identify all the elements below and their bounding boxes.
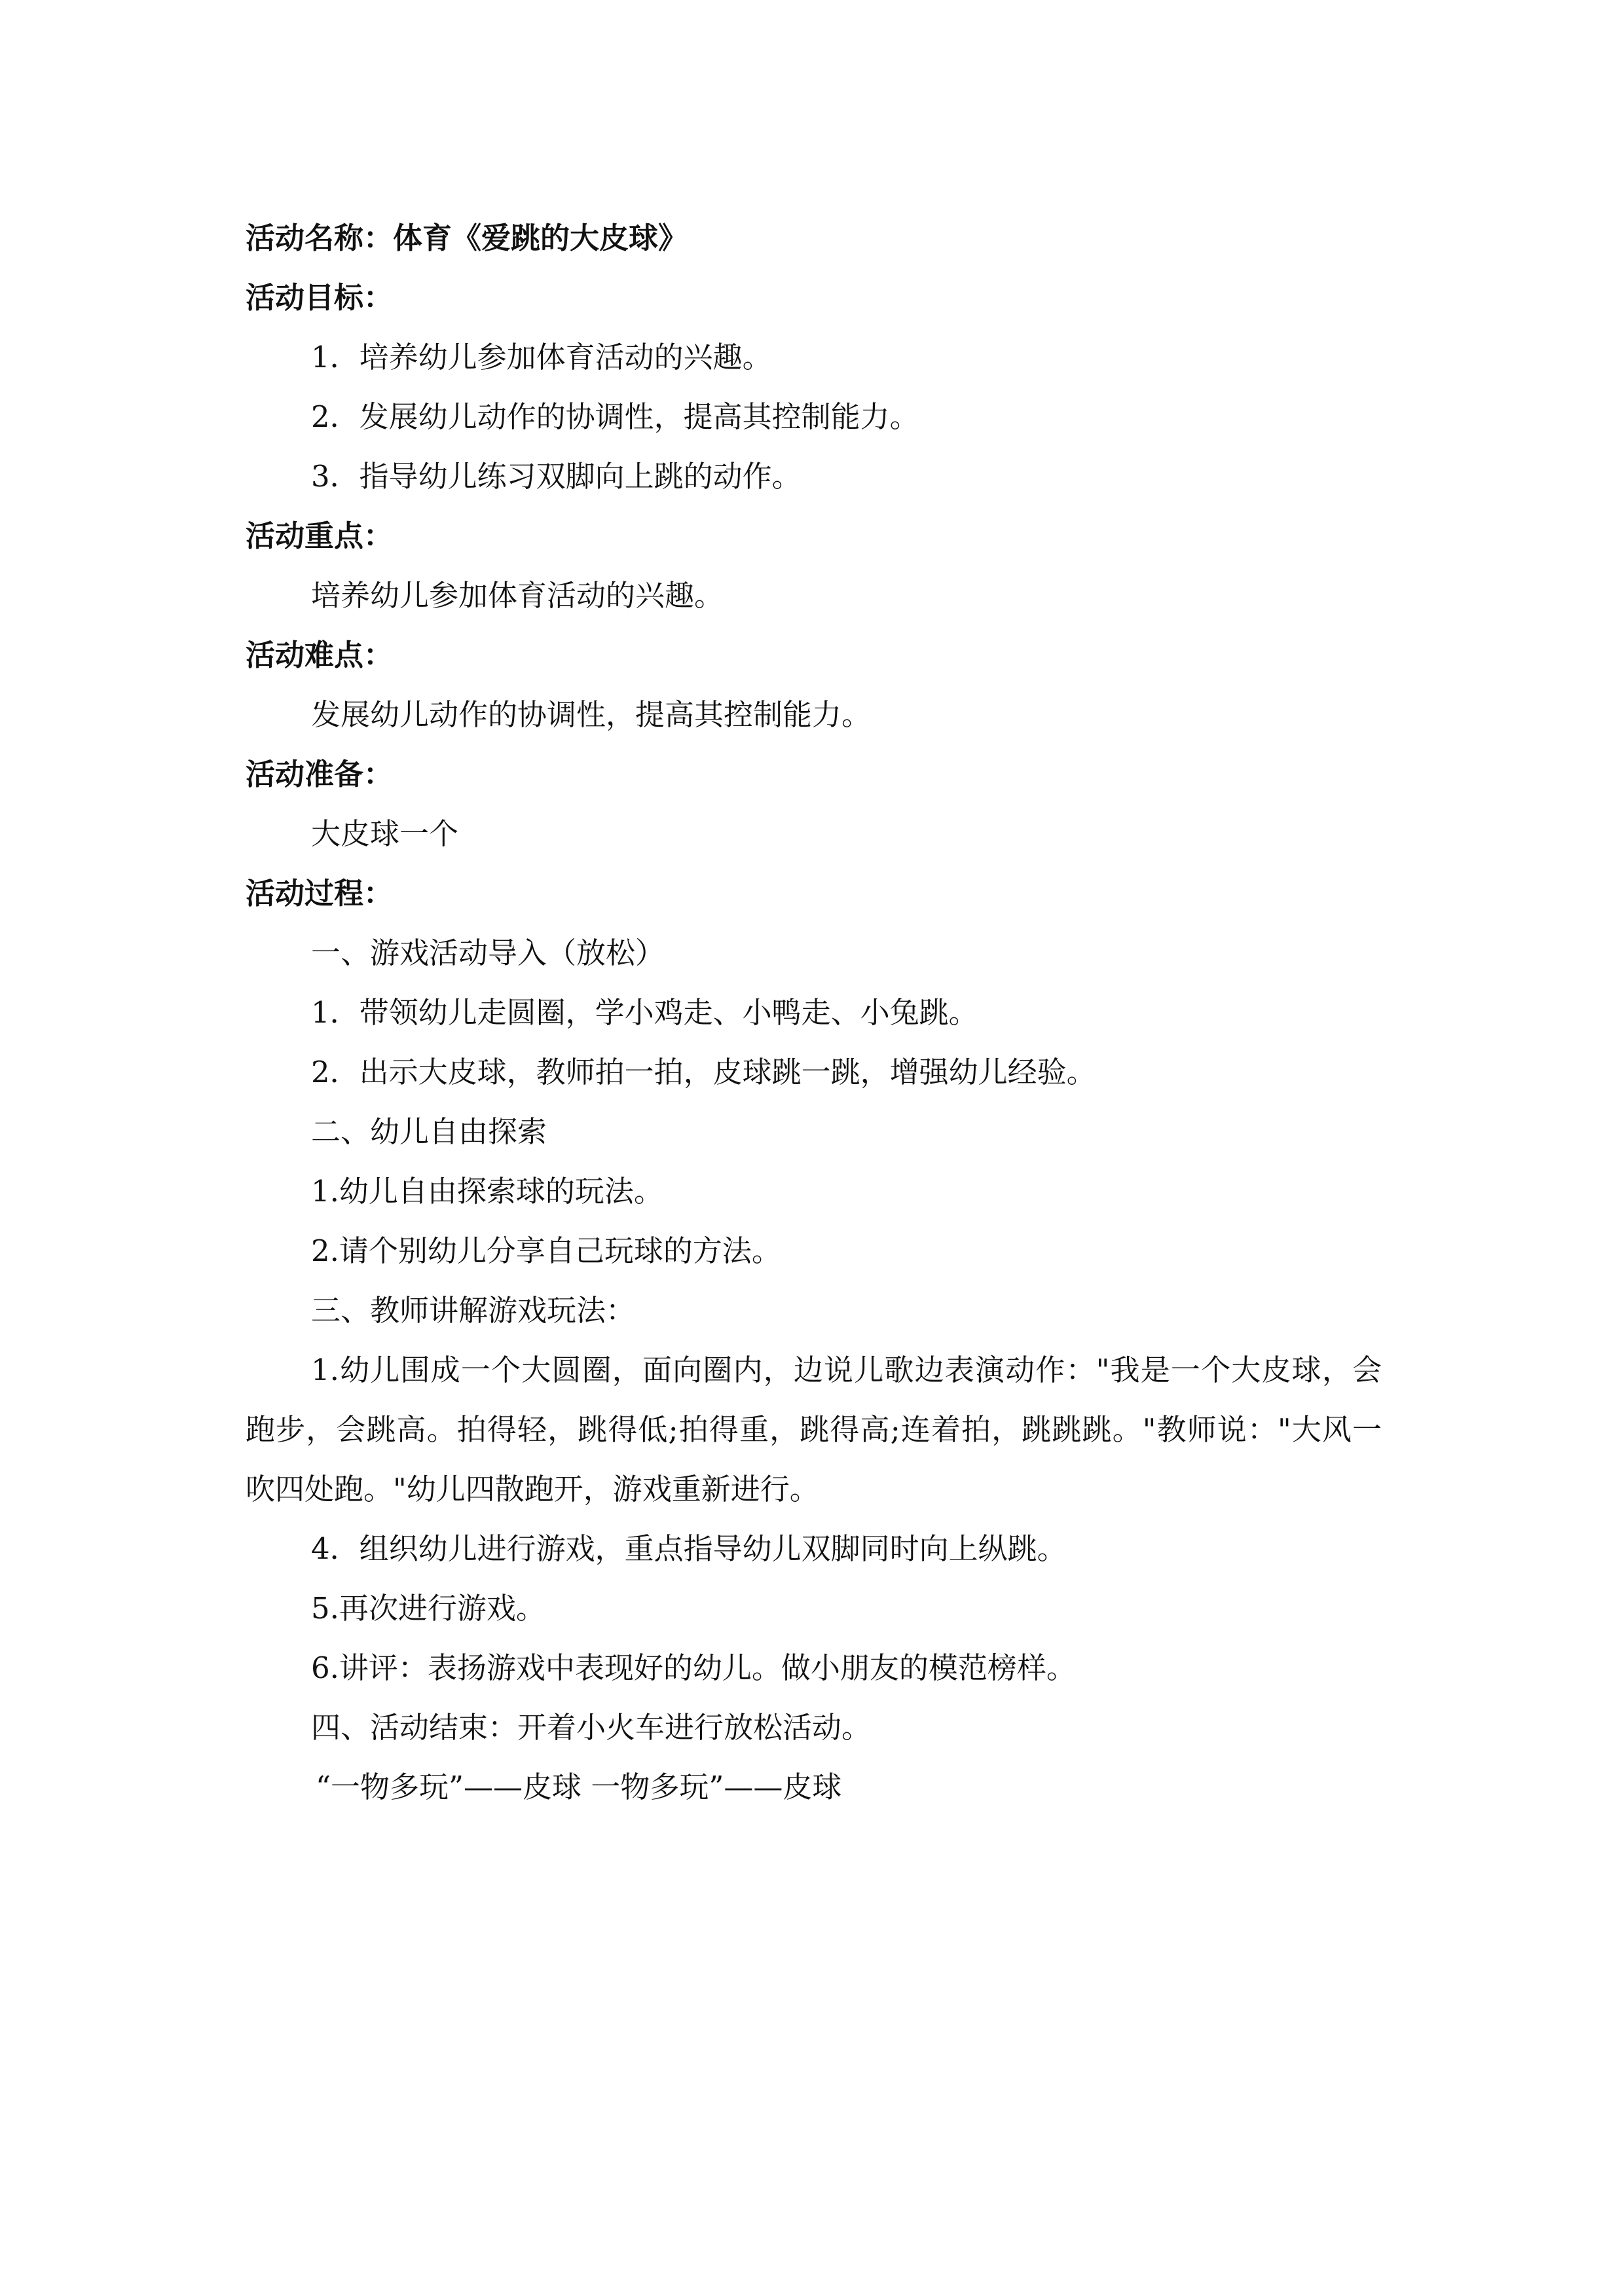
game-rules-paragraph: 1.幼儿围成一个大圆圈，面向圈内，边说儿歌边表演动作："我是一个大皮球，会跑步，会跳高。拍得轻，跳得低;拍得重，跳得高;连着拍，跳跳跳。"教师说："大风一吹四处跑。"幼儿四散跑开，游戏重新进行。: [246, 1353, 1382, 1506]
process-heading: 活动过程：: [246, 876, 394, 911]
difficulty-text: 发展幼儿动作的协调性，提高其控制能力。: [311, 697, 872, 732]
document-page: [246, 208, 1398, 1817]
key-point-heading: 活动重点：: [246, 519, 394, 553]
process-line: 三、教师讲解游戏玩法：: [311, 1293, 636, 1328]
process-line: 4．组织幼儿进行游戏，重点指导幼儿双脚同时向上纵跳。: [311, 1531, 1067, 1566]
process-line: 1．带领幼儿走圆圈，学小鸡走、小鸭走、小兔跳。: [311, 995, 978, 1030]
goal-item: 2．发展幼儿动作的协调性，提高其控制能力。: [311, 399, 919, 434]
activity-title: 活动名称：体育《爱跳的大皮球》: [246, 221, 688, 255]
process-line: 一、游戏活动导入（放松）: [311, 936, 665, 970]
key-point-text: 培养幼儿参加体育活动的兴趣。: [311, 578, 724, 613]
goals-heading: 活动目标：: [246, 280, 394, 315]
goal-item: 1．培养幼儿参加体育活动的兴趣。: [311, 340, 772, 374]
closing-line: “一物多玩”——皮球 一物多玩”——皮球: [316, 1770, 842, 1804]
process-line: 1.幼儿自由探索球的玩法。: [311, 1174, 663, 1209]
process-line: 四、活动结束：开着小火车进行放松活动。: [311, 1710, 872, 1745]
process-line: 2．出示大皮球，教师拍一拍，皮球跳一跳，增强幼儿经验。: [311, 1055, 1096, 1089]
process-line: 6.讲评：表扬游戏中表现好的幼儿。做小朋友的模范榜样。: [311, 1650, 1076, 1685]
preparation-text: 大皮球一个: [311, 816, 459, 851]
preparation-heading: 活动准备：: [246, 757, 394, 792]
goal-item: 3．指导幼儿练习双脚向上跳的动作。: [311, 459, 802, 494]
difficulty-heading: 活动难点：: [246, 638, 394, 672]
process-line: 2.请个别幼儿分享自己玩球的方法。: [311, 1233, 781, 1268]
process-line: 二、幼儿自由探索: [311, 1114, 547, 1149]
process-line: 5.再次进行游戏。: [311, 1591, 545, 1626]
